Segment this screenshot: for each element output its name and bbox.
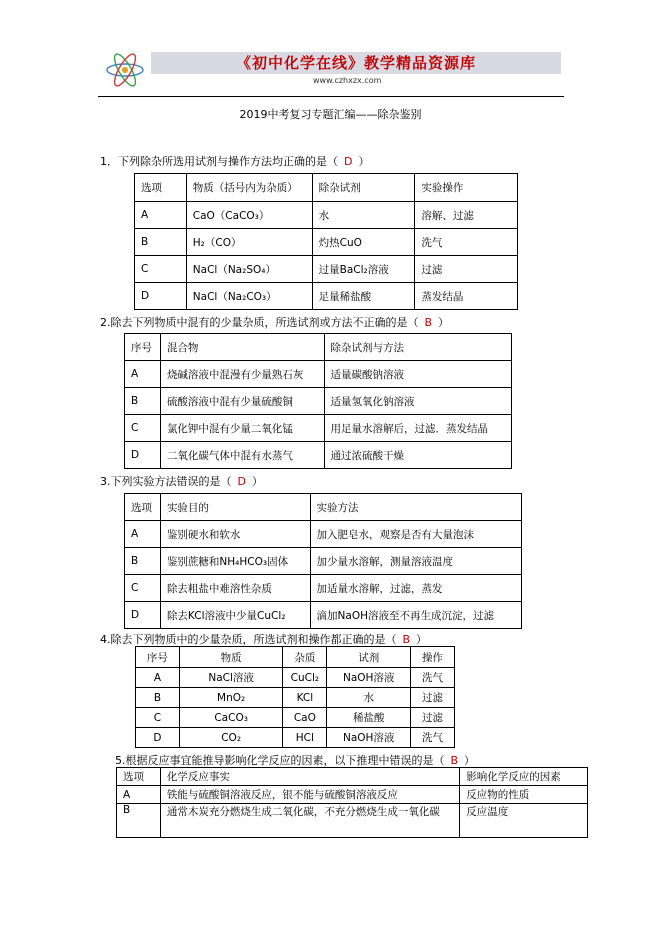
question-4-stem: 4.除去下列物质中的少量杂质，所选试剂和操作都正确的是（: [100, 633, 397, 646]
question-5-table: [116, 767, 588, 838]
table-row: [136, 668, 455, 688]
banner-title: 《初中化学在线》教学精品资源库: [151, 52, 561, 74]
table-cell: 过滤: [411, 688, 455, 708]
table-cell: D: [125, 602, 161, 629]
table-header: 物质: [179, 647, 283, 668]
table-header-row: [136, 647, 455, 668]
question-1-answer: D: [344, 155, 353, 168]
table-cell: 过滤: [415, 256, 518, 283]
table-cell: NaOH溶液: [327, 668, 411, 688]
table-header: 杂质: [283, 647, 327, 668]
table-header-row: [125, 334, 512, 361]
table-cell: A: [125, 521, 161, 548]
table-cell: 烧碱溶液中混漫有少量熟石灰: [160, 361, 324, 388]
table-cell: C: [136, 708, 180, 728]
table-cell: 过量BaCl₂溶液: [312, 256, 415, 283]
header: [103, 46, 563, 94]
table-cell: C: [125, 415, 161, 442]
table-cell: 氯化钾中混有少量二氧化锰: [160, 415, 324, 442]
table-row: [125, 548, 522, 575]
table-cell: 滴加NaOH溶液至不再生成沉淀，过滤: [310, 602, 521, 629]
table-row: [125, 521, 522, 548]
table-row: [125, 575, 522, 602]
table-header: 试剂: [327, 647, 411, 668]
table-header-row: [125, 494, 522, 521]
table-header: 除杂试剂与方法: [324, 334, 512, 361]
table-row: [125, 361, 512, 388]
table-cell: B: [117, 804, 161, 838]
table-cell: 铁能与硫酸铜溶液反应，银不能与硫酸铜溶液反应: [160, 786, 459, 804]
table-cell: 蒸发结晶: [415, 283, 518, 310]
table-cell: 二氧化碳气体中混有水蒸气: [160, 442, 324, 469]
question-3-close: ）: [251, 475, 263, 488]
table-cell: B: [125, 548, 161, 575]
question-2-table: [124, 333, 512, 469]
table-row: [125, 602, 522, 629]
question-1-stem: 1．下列除杂所选用试剂与操作方法均正确的是（: [100, 155, 338, 168]
table-header-row: [117, 768, 588, 786]
table-cell: D: [125, 442, 161, 469]
table-cell: NaCl（Na₂SO₄）: [186, 256, 312, 283]
question-5-close: ）: [464, 754, 476, 767]
table-cell: D: [135, 283, 187, 310]
table-cell: B: [136, 688, 180, 708]
question-3-stem: 3.下列实验方法错误的是（: [100, 475, 232, 488]
question-1: [100, 153, 369, 169]
table-cell: H₂（CO）: [186, 229, 312, 256]
table-cell: MnO₂: [179, 688, 283, 708]
question-3-table: [124, 493, 522, 629]
table-cell: 除去KCl溶液中少量CuCl₂: [160, 602, 310, 629]
table-cell: 反应物的性质: [460, 786, 588, 804]
table-row: [135, 202, 518, 229]
question-4-answer: B: [402, 633, 411, 646]
table-header: 序号: [136, 647, 180, 668]
table-cell: 用足量水溶解后，过滤．蒸发结晶: [324, 415, 512, 442]
table-cell: KCl: [283, 688, 327, 708]
table-cell: 足量稀盐酸: [312, 283, 415, 310]
question-2-close: ）: [438, 316, 450, 329]
document-title: 2019中考复习专题汇编——除杂鉴别: [239, 108, 422, 121]
table-header: 除杂试剂: [312, 174, 415, 202]
table-cell: 鉴别蔗糖和NH₄HCO₃固体: [160, 548, 310, 575]
table-cell: CuCl₂: [283, 668, 327, 688]
table-header: 实验操作: [415, 174, 518, 202]
table-header: 物质（括号内为杂质）: [186, 174, 312, 202]
table-cell: CaO（CaCO₃）: [186, 202, 312, 229]
table-cell: 洗气: [411, 668, 455, 688]
table-cell: A: [117, 786, 161, 804]
question-2: [100, 314, 449, 330]
question-4-close: ）: [416, 633, 428, 646]
question-5-answer: B: [450, 754, 459, 767]
table-cell: 反应温度: [460, 804, 588, 838]
table-header: 化学反应事实: [160, 768, 459, 786]
table-row: [117, 804, 588, 838]
table-cell: CO₂: [179, 728, 283, 748]
table-cell: 洗气: [411, 728, 455, 748]
table-cell: 通过浓硫酸干燥: [324, 442, 512, 469]
table-cell: 灼热CuO: [312, 229, 415, 256]
question-3-answer: D: [237, 475, 246, 488]
table-cell: 除去粗盐中难溶性杂质: [160, 575, 310, 602]
table-header-row: [135, 174, 518, 202]
table-header: 选项: [125, 494, 161, 521]
table-header: 序号: [125, 334, 161, 361]
question-5-stem: 5.根据反应事宜能推导影响化学反应的因素，以下推理中错误的是（: [115, 754, 445, 767]
atom-logo-icon: [103, 50, 147, 90]
question-4: [100, 631, 427, 647]
table-cell: NaOH溶液: [327, 728, 411, 748]
table-cell: 加少量水溶解，测量溶液温度: [310, 548, 521, 575]
table-header: 影响化学反应的因素: [460, 768, 588, 786]
table-cell: A: [125, 361, 161, 388]
table-cell: NaCl（Na₂CO₃）: [186, 283, 312, 310]
table-cell: 稀盐酸: [327, 708, 411, 728]
table-row: [136, 728, 455, 748]
header-rule: [98, 96, 564, 97]
table-row: [117, 786, 588, 804]
table-cell: 过滤: [411, 708, 455, 728]
table-cell: A: [135, 202, 187, 229]
question-2-answer: B: [424, 316, 433, 329]
question-5: [115, 752, 475, 768]
table-cell: 鉴别硬水和软水: [160, 521, 310, 548]
table-cell: C: [125, 575, 161, 602]
table-cell: B: [125, 388, 161, 415]
table-cell: 加适量水溶解，过滤，蒸发: [310, 575, 521, 602]
table-cell: HCl: [283, 728, 327, 748]
question-4-table: [135, 646, 455, 748]
table-cell: 加入肥皂水，观察是否有大量泡沫: [310, 521, 521, 548]
table-row: [125, 442, 512, 469]
table-header: 操作: [411, 647, 455, 668]
table-cell: 洗气: [415, 229, 518, 256]
question-1-table: [134, 173, 518, 310]
table-header: 实验方法: [310, 494, 521, 521]
table-header: 选项: [135, 174, 187, 202]
question-1-close: ）: [358, 155, 370, 168]
table-cell: NaCl溶液: [179, 668, 283, 688]
table-cell: A: [136, 668, 180, 688]
table-row: [125, 388, 512, 415]
table-cell: 溶解、过滤: [415, 202, 518, 229]
table-row: [125, 415, 512, 442]
table-cell: CaCO₃: [179, 708, 283, 728]
table-header: 实验目的: [160, 494, 310, 521]
table-cell: B: [135, 229, 187, 256]
table-header: 混合物: [160, 334, 324, 361]
question-3: [100, 473, 263, 489]
table-cell: 适量氢氧化钠溶液: [324, 388, 512, 415]
table-row: [135, 256, 518, 283]
table-cell: 水: [327, 688, 411, 708]
table-cell: C: [135, 256, 187, 283]
table-row: [135, 229, 518, 256]
table-header: 选项: [117, 768, 161, 786]
table-row: [136, 708, 455, 728]
table-cell: 硫酸溶液中混有少量硫酸铜: [160, 388, 324, 415]
question-2-stem: 2.除去下列物质中混有的少量杂质，所选试剂或方法不正确的是（: [100, 316, 419, 329]
table-row: [136, 688, 455, 708]
table-cell: CaO: [283, 708, 327, 728]
table-cell: 适量碳酸钠溶液: [324, 361, 512, 388]
table-row: [135, 283, 518, 310]
site-url: www.czhxzx.com: [313, 76, 382, 85]
table-cell: 水: [312, 202, 415, 229]
table-cell: D: [136, 728, 180, 748]
table-cell: 通常木炭充分燃烧生成二氧化碳，不充分燃烧生成一氧化碳: [160, 804, 459, 838]
